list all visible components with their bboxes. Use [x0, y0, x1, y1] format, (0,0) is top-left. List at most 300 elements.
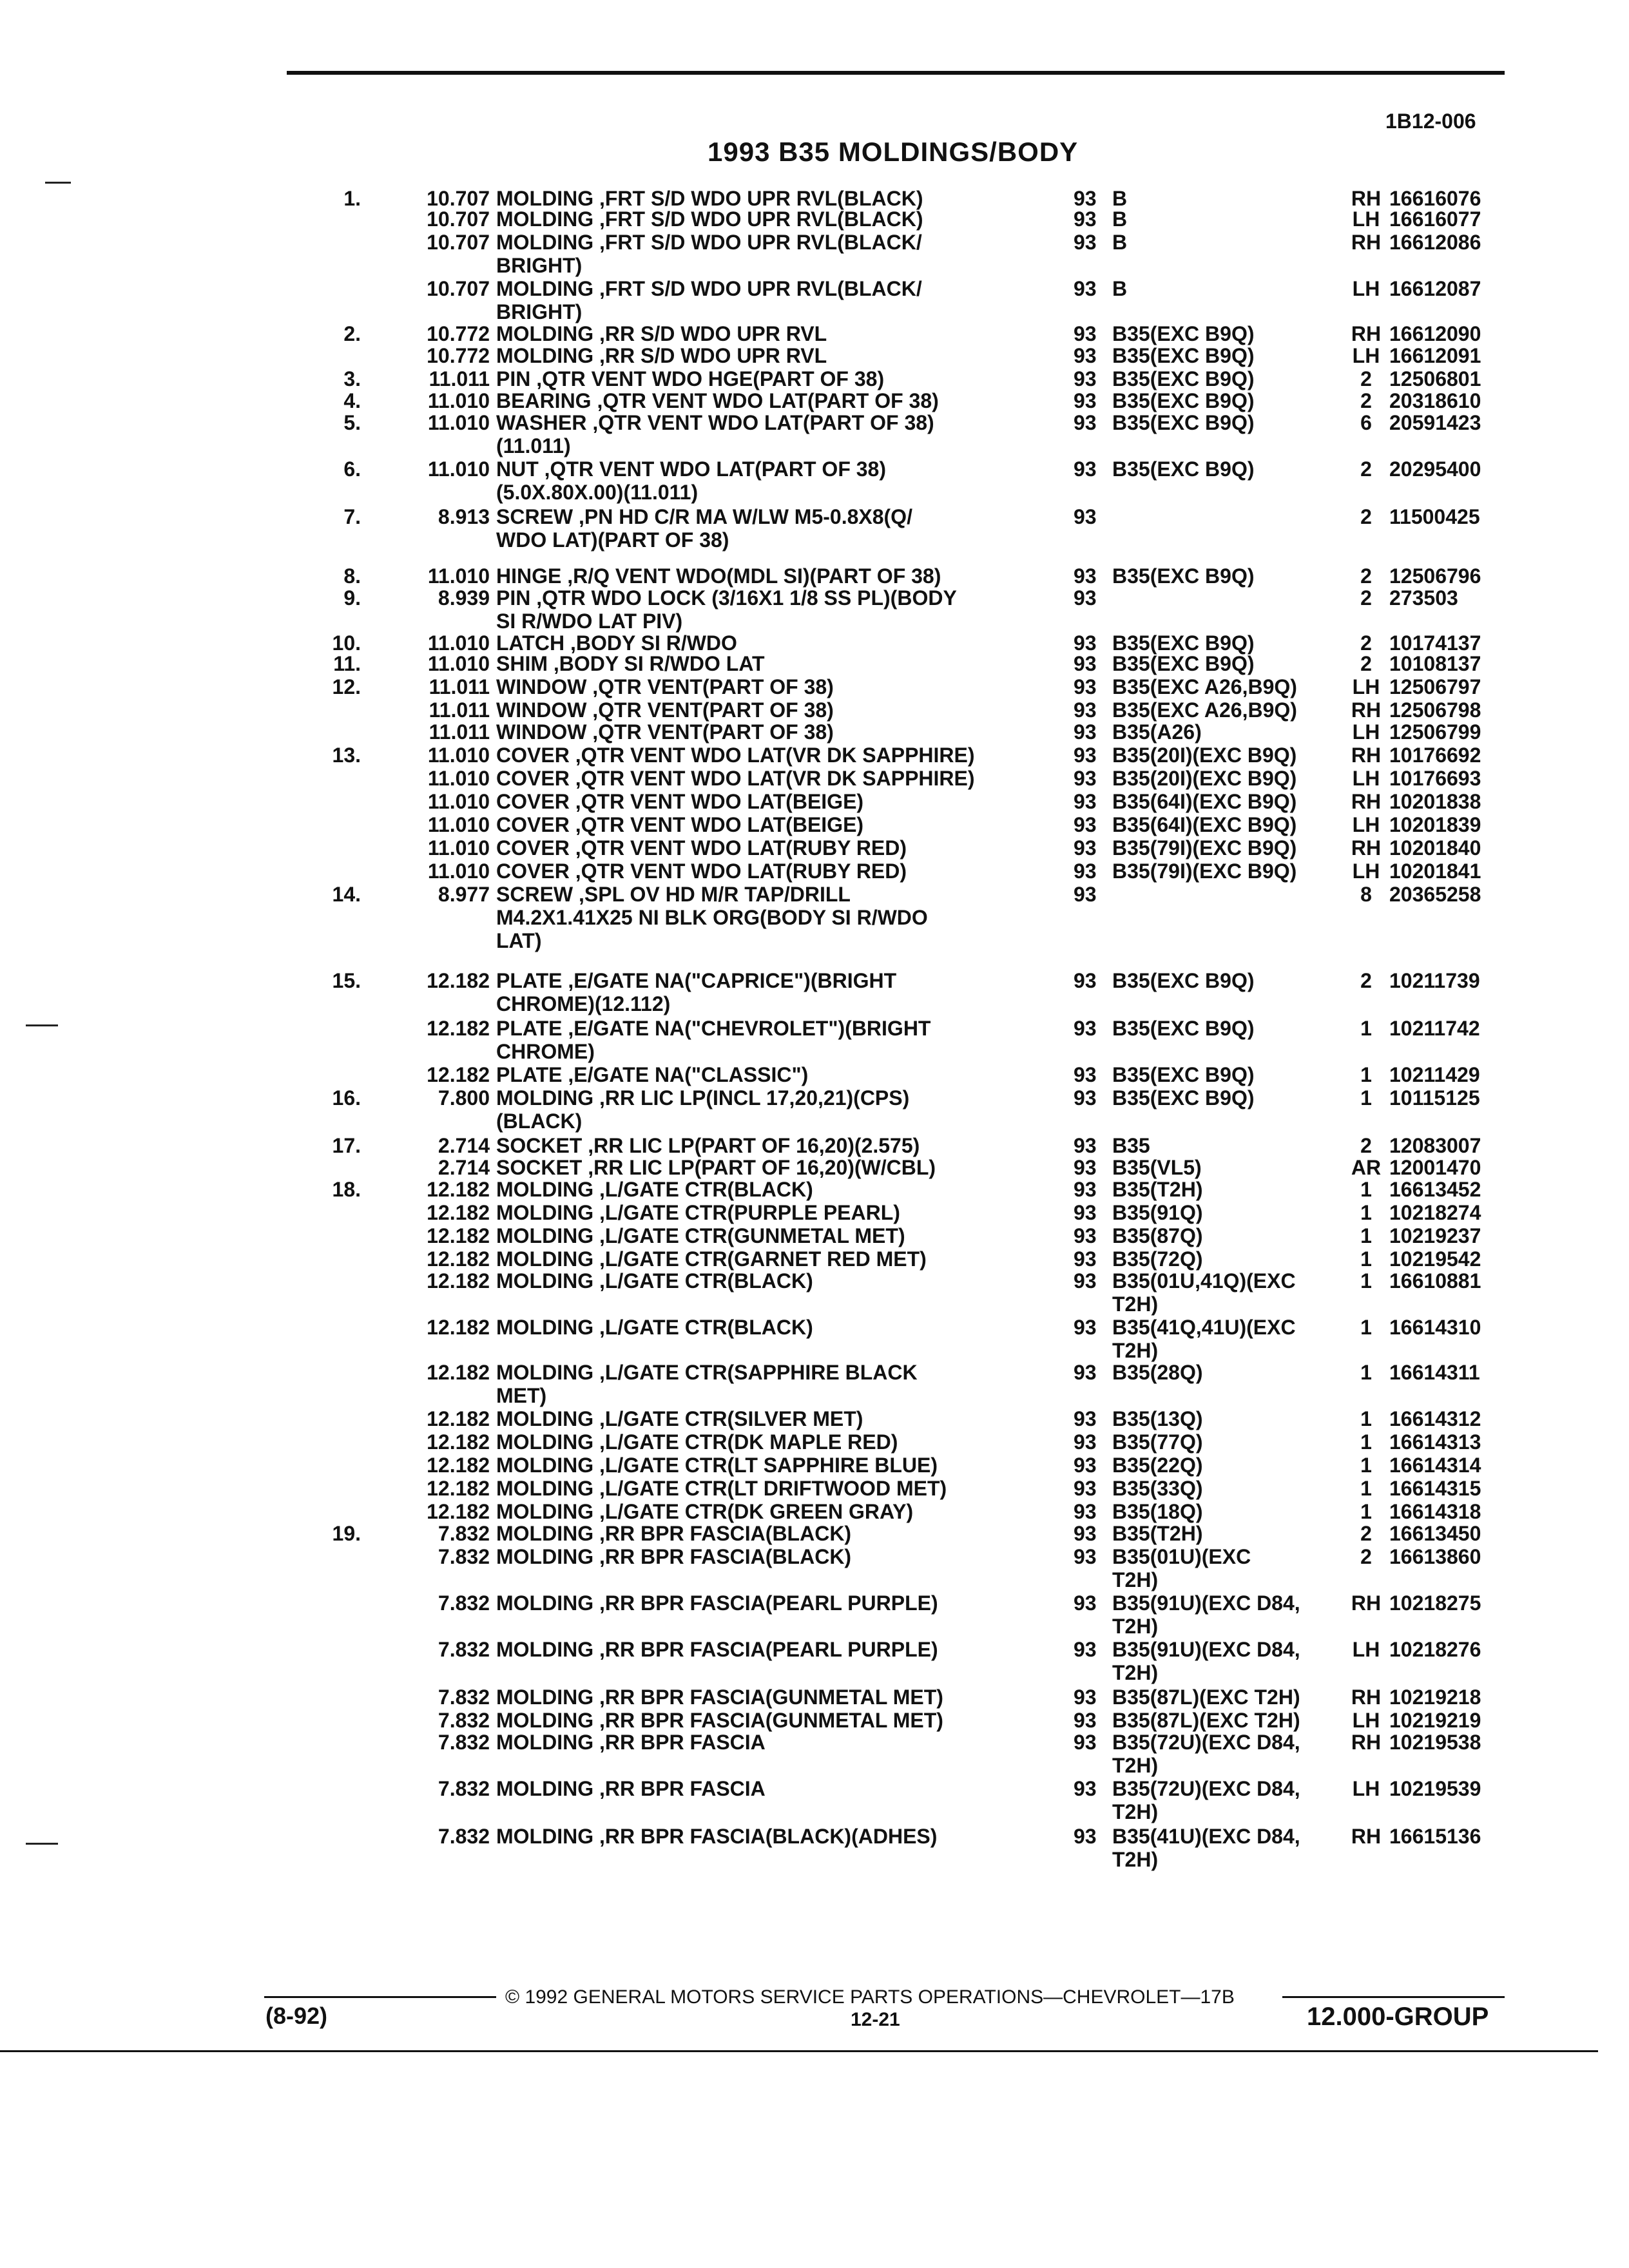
ref-number: 4.: [343, 389, 361, 412]
margin-mark: [45, 182, 71, 184]
figure-number: 10.772: [427, 322, 490, 345]
model-year: 93: [1074, 505, 1097, 528]
model-year: 93: [1074, 883, 1097, 906]
part-description: MOLDING ,FRT S/D WDO UPR RVL(BLACK/ BRIGHT): [496, 277, 922, 323]
model-year: 93: [1074, 564, 1097, 588]
figure-number: 11.011: [429, 720, 490, 744]
ref-number: 15.: [332, 969, 361, 992]
part-description: HINGE ,R/Q VENT WDO(MDL SI)(PART OF 38): [496, 564, 941, 588]
model-code: B35(EXC B9Q): [1112, 1086, 1255, 1110]
side-or-quantity: RH: [1351, 790, 1382, 813]
model-code: B35(A26): [1112, 720, 1202, 744]
model-year: 93: [1074, 1825, 1097, 1848]
part-description: MOLDING ,RR LIC LP(INCL 17,20,21)(CPS) (BLACK): [496, 1086, 910, 1133]
part-description: MOLDING ,RR BPR FASCIA(PEARL PURPLE): [496, 1638, 938, 1661]
side-or-quantity: RH: [1351, 187, 1382, 210]
part-description: MOLDING ,FRT S/D WDO UPR RVL(BLACK): [496, 187, 923, 210]
model-code: B35(EXC B9Q): [1112, 652, 1255, 675]
figure-number: 11.010: [427, 389, 490, 412]
model-year: 93: [1074, 207, 1097, 231]
side-or-quantity: LH: [1352, 207, 1380, 231]
ref-number: 11.: [333, 652, 361, 675]
part-description: COVER ,QTR VENT WDO LAT(BEIGE): [496, 790, 864, 813]
part-description: MOLDING ,FRT S/D WDO UPR RVL(BLACK): [496, 207, 923, 231]
footer-rule-left: [264, 1996, 496, 1998]
model-year: 93: [1074, 1134, 1097, 1157]
side-or-quantity: LH: [1352, 1638, 1380, 1661]
part-number: 10201840: [1389, 836, 1481, 860]
model-code: B: [1112, 207, 1128, 231]
figure-number: 11.010: [427, 652, 490, 675]
part-description: MOLDING ,FRT S/D WDO UPR RVL(BLACK/ BRIGHT): [496, 231, 922, 277]
model-code: B35(91U)(EXC D84, T2H): [1112, 1638, 1300, 1684]
part-number: 10201839: [1389, 813, 1481, 836]
model-year: 93: [1074, 1224, 1097, 1247]
model-year: 93: [1074, 344, 1097, 367]
figure-number: 11.011: [429, 367, 490, 390]
model-year: 93: [1074, 457, 1097, 481]
model-year: 93: [1074, 277, 1097, 300]
part-number: 10218276: [1389, 1638, 1481, 1661]
side-or-quantity: 1: [1360, 1361, 1372, 1384]
ref-number: 17.: [332, 1134, 361, 1157]
part-number: 16612087: [1389, 277, 1481, 300]
side-or-quantity: LH: [1352, 1709, 1380, 1732]
part-number: 16614315: [1389, 1477, 1481, 1500]
model-year: 93: [1074, 1777, 1097, 1800]
side-or-quantity: RH: [1351, 1591, 1382, 1615]
figure-number: 7.832: [438, 1522, 490, 1545]
part-number: 16612091: [1389, 344, 1481, 367]
model-code: B35(EXC B9Q): [1112, 322, 1255, 345]
footer-group: 12.000-GROUP: [1307, 2003, 1489, 2031]
figure-number: 12.182: [427, 1430, 490, 1454]
model-year: 93: [1074, 586, 1097, 610]
side-or-quantity: 2: [1360, 1522, 1372, 1545]
figure-number: 7.832: [438, 1709, 490, 1732]
figure-number: 11.010: [427, 790, 490, 813]
model-code: B: [1112, 231, 1128, 254]
figure-number: 7.832: [438, 1731, 490, 1754]
model-code: B35(87L)(EXC T2H): [1112, 1709, 1300, 1732]
part-description: WASHER ,QTR VENT WDO LAT(PART OF 38) (11.011): [496, 411, 934, 457]
model-year: 93: [1074, 1454, 1097, 1477]
side-or-quantity: 2: [1360, 1545, 1372, 1568]
side-or-quantity: 1: [1360, 1201, 1372, 1224]
model-year: 93: [1074, 411, 1097, 434]
ref-number: 6.: [343, 457, 361, 481]
model-year: 93: [1074, 790, 1097, 813]
model-code: B35(01U)(EXC T2H): [1112, 1545, 1251, 1591]
model-code: B35(EXC B9Q): [1112, 969, 1255, 992]
part-number: 10211742: [1389, 1017, 1480, 1040]
side-or-quantity: 2: [1360, 652, 1372, 675]
part-number: 12506796: [1389, 564, 1481, 588]
figure-number: 11.010: [427, 860, 490, 883]
part-number: 16613452: [1389, 1178, 1481, 1201]
figure-number: 11.010: [427, 813, 490, 836]
part-number: 16614312: [1389, 1407, 1481, 1430]
model-year: 93: [1074, 1731, 1097, 1754]
model-code: B35(64I)(EXC B9Q): [1112, 813, 1297, 836]
model-year: 93: [1074, 1430, 1097, 1454]
part-number: 10219538: [1389, 1731, 1481, 1754]
part-number: 12001470: [1389, 1156, 1481, 1179]
model-code: B35(18Q): [1112, 1500, 1203, 1523]
part-description: SCREW ,PN HD C/R MA W/LW M5-0.8X8(Q/ WDO LAT)(PART OF 38): [496, 505, 912, 552]
part-description: SOCKET ,RR LIC LP(PART OF 16,20)(W/CBL): [496, 1156, 936, 1179]
model-year: 93: [1074, 389, 1097, 412]
side-or-quantity: 2: [1360, 631, 1372, 655]
model-code: B35(EXC B9Q): [1112, 1017, 1255, 1040]
part-number: 10174137: [1389, 631, 1481, 655]
part-number: 16612086: [1389, 231, 1481, 254]
figure-number: 12.182: [427, 969, 490, 992]
model-year: 93: [1074, 813, 1097, 836]
ref-number: 9.: [343, 586, 361, 610]
part-description: MOLDING ,L/GATE CTR(DK MAPLE RED): [496, 1430, 898, 1454]
part-description: COVER ,QTR VENT WDO LAT(BEIGE): [496, 813, 864, 836]
side-or-quantity: 1: [1360, 1017, 1372, 1040]
model-code: B35(77Q): [1112, 1430, 1203, 1454]
side-or-quantity: 6: [1360, 411, 1372, 434]
side-or-quantity: 1: [1360, 1500, 1372, 1523]
figure-number: 12.182: [427, 1407, 490, 1430]
model-year: 93: [1074, 1591, 1097, 1615]
figure-number: 12.182: [427, 1201, 490, 1224]
side-or-quantity: AR: [1351, 1156, 1382, 1179]
part-description: MOLDING ,L/GATE CTR(LT DRIFTWOOD MET): [496, 1477, 947, 1500]
model-year: 93: [1074, 1017, 1097, 1040]
part-description: MOLDING ,RR BPR FASCIA(GUNMETAL MET): [496, 1686, 943, 1709]
part-description: MOLDING ,RR BPR FASCIA(BLACK): [496, 1522, 852, 1545]
figure-number: 12.182: [427, 1178, 490, 1201]
figure-number: 7.832: [438, 1591, 490, 1615]
side-or-quantity: 1: [1360, 1316, 1372, 1339]
side-or-quantity: RH: [1351, 836, 1382, 860]
ref-number: 1.: [343, 187, 361, 210]
model-code: B35(41Q,41U)(EXC T2H): [1112, 1316, 1296, 1362]
figure-number: 7.800: [438, 1086, 490, 1110]
figure-number: 12.182: [427, 1224, 490, 1247]
model-year: 93: [1074, 675, 1097, 698]
side-or-quantity: 2: [1360, 367, 1372, 390]
side-or-quantity: 1: [1360, 1224, 1372, 1247]
part-description: PLATE ,E/GATE NA("CHEVROLET")(BRIGHT CHROME): [496, 1017, 931, 1063]
model-code: B: [1112, 187, 1128, 210]
side-or-quantity: RH: [1351, 698, 1382, 722]
part-number: 16616076: [1389, 187, 1481, 210]
side-or-quantity: 2: [1360, 969, 1372, 992]
part-description: WINDOW ,QTR VENT(PART OF 38): [496, 698, 834, 722]
model-code: B35(87L)(EXC T2H): [1112, 1686, 1300, 1709]
ref-number: 8.: [343, 564, 361, 588]
model-year: 93: [1074, 1201, 1097, 1224]
figure-number: 12.182: [427, 1477, 490, 1500]
part-number: 16614313: [1389, 1430, 1481, 1454]
part-number: 10219539: [1389, 1777, 1481, 1800]
part-description: MOLDING ,RR BPR FASCIA(BLACK): [496, 1545, 852, 1568]
part-description: MOLDING ,L/GATE CTR(LT SAPPHIRE BLUE): [496, 1454, 938, 1477]
figure-number: 7.832: [438, 1545, 490, 1568]
model-code: B35(EXC B9Q): [1112, 631, 1255, 655]
part-number: 10219218: [1389, 1686, 1481, 1709]
model-year: 93: [1074, 631, 1097, 655]
model-year: 93: [1074, 1522, 1097, 1545]
part-number: 10176692: [1389, 744, 1481, 767]
ref-number: 5.: [343, 411, 361, 434]
figure-number: 11.010: [427, 836, 490, 860]
side-or-quantity: 1: [1360, 1269, 1372, 1293]
model-code: B35(79I)(EXC B9Q): [1112, 836, 1297, 860]
model-year: 93: [1074, 1407, 1097, 1430]
side-or-quantity: RH: [1351, 1686, 1382, 1709]
model-code: B35: [1112, 1134, 1150, 1157]
model-code: B35(64I)(EXC B9Q): [1112, 790, 1297, 813]
model-code: B35(41U)(EXC D84, T2H): [1112, 1825, 1300, 1871]
side-or-quantity: 8: [1360, 883, 1372, 906]
part-number: 11500425: [1389, 505, 1480, 528]
figure-number: 2.714: [438, 1134, 490, 1157]
model-year: 93: [1074, 1086, 1097, 1110]
model-code: B35(28Q): [1112, 1361, 1203, 1384]
ref-number: 18.: [332, 1178, 361, 1201]
model-year: 93: [1074, 1638, 1097, 1661]
part-number: 10218274: [1389, 1201, 1481, 1224]
ref-number: 7.: [343, 505, 361, 528]
part-description: COVER ,QTR VENT WDO LAT(VR DK SAPPHIRE): [496, 744, 975, 767]
part-number: 16610881: [1389, 1269, 1481, 1293]
side-or-quantity: RH: [1351, 744, 1382, 767]
part-number: 16612090: [1389, 322, 1481, 345]
side-or-quantity: 2: [1360, 457, 1372, 481]
part-number: 16614311: [1389, 1361, 1480, 1384]
model-year: 93: [1074, 720, 1097, 744]
model-code: B35(EXC A26,B9Q): [1112, 675, 1297, 698]
part-description: MOLDING ,L/GATE CTR(BLACK): [496, 1178, 813, 1201]
part-number: 20295400: [1389, 457, 1481, 481]
model-code: B35(91U)(EXC D84, T2H): [1112, 1591, 1300, 1638]
figure-number: 10.707: [427, 207, 490, 231]
model-year: 93: [1074, 1316, 1097, 1339]
figure-number: 8.977: [438, 883, 490, 906]
figure-number: 7.832: [438, 1825, 490, 1848]
figure-number: 10.707: [427, 187, 490, 210]
part-description: MOLDING ,L/GATE CTR(DK GREEN GRAY): [496, 1500, 914, 1523]
part-description: MOLDING ,RR S/D WDO UPR RVL: [496, 344, 827, 367]
part-description: MOLDING ,RR BPR FASCIA(PEARL PURPLE): [496, 1591, 938, 1615]
part-number: 12506801: [1389, 367, 1481, 390]
side-or-quantity: 1: [1360, 1086, 1372, 1110]
part-number: 12506797: [1389, 675, 1481, 698]
figure-number: 11.011: [429, 698, 490, 722]
part-number: 12506799: [1389, 720, 1481, 744]
part-description: MOLDING ,L/GATE CTR(GARNET RED MET): [496, 1247, 927, 1271]
part-description: MOLDING ,L/GATE CTR(GUNMETAL MET): [496, 1224, 905, 1247]
figure-number: 2.714: [438, 1156, 490, 1179]
part-description: MOLDING ,RR S/D WDO UPR RVL: [496, 322, 827, 345]
part-description: SOCKET ,RR LIC LP(PART OF 16,20)(2.575): [496, 1134, 920, 1157]
model-code: B35(20I)(EXC B9Q): [1112, 767, 1297, 790]
part-description: MOLDING ,L/GATE CTR(BLACK): [496, 1269, 813, 1293]
part-description: MOLDING ,RR BPR FASCIA(GUNMETAL MET): [496, 1709, 943, 1732]
side-or-quantity: RH: [1351, 1731, 1382, 1754]
part-number: 16614318: [1389, 1500, 1481, 1523]
part-number: 16613450: [1389, 1522, 1481, 1545]
model-year: 93: [1074, 1063, 1097, 1086]
figure-number: 11.010: [427, 744, 490, 767]
part-number: 12506798: [1389, 698, 1481, 722]
figure-number: 12.182: [427, 1269, 490, 1293]
side-or-quantity: LH: [1352, 860, 1380, 883]
ref-number: 2.: [343, 322, 361, 345]
model-year: 93: [1074, 652, 1097, 675]
part-number: 16614310: [1389, 1316, 1481, 1339]
part-number: 20318610: [1389, 389, 1481, 412]
part-description: MOLDING ,RR BPR FASCIA: [496, 1731, 766, 1754]
ref-number: 3.: [343, 367, 361, 390]
part-number: 10211429: [1389, 1063, 1480, 1086]
part-number: 16613860: [1389, 1545, 1481, 1568]
part-number: 16616077: [1389, 207, 1481, 231]
part-description: MOLDING ,L/GATE CTR(PURPLE PEARL): [496, 1201, 900, 1224]
bottom-rule: [0, 2050, 1598, 2052]
model-code: B: [1112, 277, 1128, 300]
model-code: B35(87Q): [1112, 1224, 1203, 1247]
model-code: B35(91Q): [1112, 1201, 1203, 1224]
part-description: LATCH ,BODY SI R/WDO: [496, 631, 737, 655]
model-year: 93: [1074, 860, 1097, 883]
side-or-quantity: LH: [1352, 813, 1380, 836]
model-year: 93: [1074, 1361, 1097, 1384]
margin-mark: [26, 1024, 58, 1026]
side-or-quantity: 2: [1360, 389, 1372, 412]
side-or-quantity: 1: [1360, 1477, 1372, 1500]
footer-rule-right: [1282, 1996, 1505, 1998]
part-number: 10219237: [1389, 1224, 1481, 1247]
part-description: PIN ,QTR WDO LOCK (3/16X1 1/8 SS PL)(BODY SI R/WDO LAT PIV): [496, 586, 957, 633]
side-or-quantity: LH: [1352, 1777, 1380, 1800]
side-or-quantity: LH: [1352, 277, 1380, 300]
figure-number: 8.939: [438, 586, 490, 610]
page-id: 1B12-006: [1385, 110, 1476, 133]
figure-number: 10.707: [427, 277, 490, 300]
part-number: 10219542: [1389, 1247, 1481, 1271]
part-description: NUT ,QTR VENT WDO LAT(PART OF 38) (5.0X.80X.00)(11.011): [496, 457, 886, 504]
model-code: B35(13Q): [1112, 1407, 1203, 1430]
part-description: MOLDING ,RR BPR FASCIA: [496, 1777, 766, 1800]
model-code: B35(EXC B9Q): [1112, 389, 1255, 412]
part-number: 10108137: [1389, 652, 1481, 675]
ref-number: 12.: [332, 675, 361, 698]
model-code: B35(20I)(EXC B9Q): [1112, 744, 1297, 767]
part-number: 10219219: [1389, 1709, 1481, 1732]
model-code: B35(22Q): [1112, 1454, 1203, 1477]
model-code: B35(79I)(EXC B9Q): [1112, 860, 1297, 883]
model-code: B35(33Q): [1112, 1477, 1203, 1500]
part-description: PIN ,QTR VENT WDO HGE(PART OF 38): [496, 367, 885, 390]
figure-number: 12.182: [427, 1500, 490, 1523]
model-code: B35(T2H): [1112, 1522, 1203, 1545]
model-code: B35(EXC A26,B9Q): [1112, 698, 1297, 722]
side-or-quantity: LH: [1352, 767, 1380, 790]
part-description: COVER ,QTR VENT WDO LAT(RUBY RED): [496, 836, 907, 860]
figure-number: 12.182: [427, 1247, 490, 1271]
side-or-quantity: 2: [1360, 586, 1372, 610]
ref-number: 10.: [332, 631, 361, 655]
figure-number: 7.832: [438, 1777, 490, 1800]
side-or-quantity: RH: [1351, 322, 1382, 345]
model-year: 93: [1074, 744, 1097, 767]
side-or-quantity: 1: [1360, 1247, 1372, 1271]
ref-number: 19.: [332, 1522, 361, 1545]
part-description: COVER ,QTR VENT WDO LAT(RUBY RED): [496, 860, 907, 883]
figure-number: 8.913: [438, 505, 490, 528]
ref-number: 13.: [332, 744, 361, 767]
model-code: B35(EXC B9Q): [1112, 344, 1255, 367]
model-year: 93: [1074, 1709, 1097, 1732]
part-number: 10115125: [1389, 1086, 1480, 1110]
side-or-quantity: 2: [1360, 1134, 1372, 1157]
ref-number: 16.: [332, 1086, 361, 1110]
part-description: MOLDING ,L/GATE CTR(SILVER MET): [496, 1407, 863, 1430]
model-code: B35(VL5): [1112, 1156, 1202, 1179]
part-description: PLATE ,E/GATE NA("CLASSIC"): [496, 1063, 809, 1086]
side-or-quantity: LH: [1352, 675, 1380, 698]
figure-number: 11.011: [429, 675, 490, 698]
model-year: 93: [1074, 1156, 1097, 1179]
figure-number: 10.772: [427, 344, 490, 367]
part-description: MOLDING ,L/GATE CTR(BLACK): [496, 1316, 813, 1339]
figure-number: 11.010: [427, 767, 490, 790]
figure-number: 12.182: [427, 1454, 490, 1477]
side-or-quantity: LH: [1352, 344, 1380, 367]
model-year: 93: [1074, 1686, 1097, 1709]
model-year: 93: [1074, 698, 1097, 722]
side-or-quantity: 1: [1360, 1454, 1372, 1477]
footer-date: (8-92): [265, 2003, 328, 2029]
part-description: WINDOW ,QTR VENT(PART OF 38): [496, 675, 834, 698]
part-number: 10211739: [1389, 969, 1480, 992]
figure-number: 12.182: [427, 1316, 490, 1339]
model-code: B35(72U)(EXC D84, T2H): [1112, 1731, 1300, 1777]
model-code: B35(T2H): [1112, 1178, 1203, 1201]
part-number: 10176693: [1389, 767, 1481, 790]
model-year: 93: [1074, 1477, 1097, 1500]
part-number: 273503: [1389, 586, 1458, 610]
model-code: B35(EXC B9Q): [1112, 564, 1255, 588]
model-year: 93: [1074, 1545, 1097, 1568]
model-year: 93: [1074, 1269, 1097, 1293]
model-year: 93: [1074, 367, 1097, 390]
part-description: COVER ,QTR VENT WDO LAT(VR DK SAPPHIRE): [496, 767, 975, 790]
part-description: MOLDING ,L/GATE CTR(SAPPHIRE BLACK MET): [496, 1361, 918, 1407]
part-description: BEARING ,QTR VENT WDO LAT(PART OF 38): [496, 389, 939, 412]
page-title: 1993 B35 MOLDINGS/BODY: [708, 137, 1079, 167]
figure-number: 12.182: [427, 1361, 490, 1384]
model-code: B35(EXC B9Q): [1112, 411, 1255, 434]
side-or-quantity: 1: [1360, 1407, 1372, 1430]
margin-mark: [26, 1843, 58, 1845]
model-code: B35(01U,41Q)(EXC T2H): [1112, 1269, 1296, 1316]
ref-number: 14.: [332, 883, 361, 906]
side-or-quantity: 1: [1360, 1430, 1372, 1454]
part-number: 16615136: [1389, 1825, 1481, 1848]
part-description: SCREW ,SPL OV HD M/R TAP/DRILL M4.2X1.41X25 NI BLK ORG(BODY SI R/WDO LAT): [496, 883, 928, 952]
part-number: 12083007: [1389, 1134, 1481, 1157]
side-or-quantity: 1: [1360, 1178, 1372, 1201]
figure-number: 12.182: [427, 1063, 490, 1086]
